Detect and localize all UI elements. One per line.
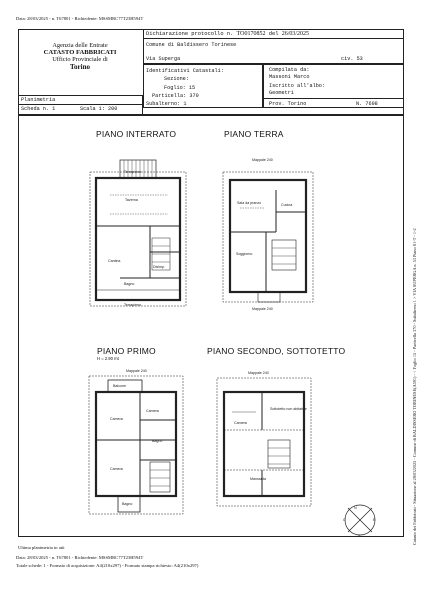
plan-interrato xyxy=(90,160,186,306)
compilata-label: Compilata da: xyxy=(269,67,310,73)
label-sala: Sala da pranzo xyxy=(237,201,262,205)
protocol-del: del xyxy=(268,31,279,37)
label-cucina: Cucina xyxy=(281,203,293,207)
label-camera-3: Camera xyxy=(110,467,123,471)
agency-line-1: Agenzia delle Entrate xyxy=(52,42,108,49)
compass-o: O xyxy=(343,518,346,522)
label-taverna: Taverna xyxy=(125,198,138,202)
iscritto-label: Iscritto all'albo: xyxy=(269,83,326,89)
compass-s: S xyxy=(358,534,361,538)
particella-text: Particella: 370 xyxy=(152,92,199,99)
title-piano-terra: PIANO TERRA xyxy=(224,129,284,139)
compass-e: E xyxy=(373,518,376,522)
top-stamp-line: Data: 28/03/2025 - n. T67801 - Richiedente: MSSMRC77T23H594T xyxy=(16,16,144,21)
bottom-stamp-line: Data: 28/03/2025 - n. T67801 - Richiedente: MSSMRC77T23H594T xyxy=(16,555,144,560)
prov-number: N. 7698 xyxy=(356,101,378,107)
title-piano-interrato: PIANO INTERRATO xyxy=(96,129,177,139)
sezione-text: Sezione: xyxy=(164,76,189,83)
label-sottotetto: Sottotetto non abitabile xyxy=(270,407,307,411)
protocol-label: Dichiarazione protocollo n. xyxy=(146,31,234,37)
civ-text: civ. 53 xyxy=(341,56,363,62)
piano-primo-height: H = 2.90 mt xyxy=(97,356,119,361)
label-bagno-primo-2: Bagno xyxy=(122,502,133,506)
title-piano-secondo: PIANO SECONDO, SOTTOTETTO xyxy=(207,346,346,356)
identificativi-label: Identificativi Catastali: xyxy=(146,68,224,74)
scala-label: Scala 1: 200 xyxy=(80,106,118,112)
compass xyxy=(345,505,375,535)
label-bagno-primo: Bagno xyxy=(152,439,163,443)
label-terrapieno-top: Terrapieno xyxy=(124,170,141,174)
label-disimp: Disimp. xyxy=(153,265,165,269)
label-mansarda: Mansarda xyxy=(250,477,266,481)
comune-text: Comune di Baldissero Torinese xyxy=(146,42,237,48)
plan-primo xyxy=(89,376,183,514)
compass-n: N xyxy=(354,506,357,510)
protocol-date: 26/03/2025 xyxy=(281,31,310,37)
agency-line-2: CATASTO FABBRICATI xyxy=(43,49,117,57)
scheda-label: Scheda n. 1 xyxy=(21,106,56,112)
prov-label: Prov. Torino xyxy=(269,101,307,107)
foglio-text: Foglio: 15 xyxy=(164,84,196,91)
plan-secondo xyxy=(217,378,311,506)
bottom-note: Ultima planimetria in atti xyxy=(18,545,65,550)
label-camera-2: Camera xyxy=(146,409,159,413)
agency-line-3: Ufficio Provinciale di xyxy=(52,56,108,64)
label-ripostiglio: Camera xyxy=(234,421,247,425)
label-cantina: Cantina xyxy=(108,259,121,263)
plan-terra xyxy=(223,172,313,302)
bottom-formats: Totale schede: 1 - Formato di acquisizione: A4(210x297) - Formato stampa richiesto: A4(210x297) xyxy=(16,563,199,568)
via-text: Via Superga xyxy=(146,56,181,62)
label-camera-1: Camera xyxy=(110,417,123,421)
planimetria-label: Planimetria xyxy=(21,97,56,103)
iscritto-value: Geometri xyxy=(269,90,294,96)
compilata-name: Massoni Marco xyxy=(269,74,310,80)
protocol-number: TO0170852 xyxy=(236,31,266,37)
label-bagno-interrato: Bagno xyxy=(124,282,135,286)
label-balcone: Balcone xyxy=(113,384,126,388)
label-mappale-secondo: Mappale 240 xyxy=(248,371,269,375)
side-catasto-note: Catasto dei Fabbricati - Situazione al 28/03/2025 - Comune di BALDISSERO TORINESE(A591) - < Foglio 15 - Particella 370 - Subalterno 1 > VIA SUPERGA n. 53 Piano S1-T - 1-2 xyxy=(412,228,417,545)
label-terrapieno-bottom: Terrapieno xyxy=(124,303,141,307)
subalterno-text: Subalterno: 1 xyxy=(146,101,187,108)
title-piano-primo: PIANO PRIMO xyxy=(97,346,156,356)
label-soggiorno: Soggiorno xyxy=(236,252,253,256)
label-mappale-terra-bottom: Mappale 240 xyxy=(252,307,273,311)
label-mappale-terra: Mappale 240 xyxy=(252,158,273,162)
label-mappale-primo: Mappale 240 xyxy=(126,369,147,373)
agency-line-4: Torino xyxy=(70,63,90,72)
